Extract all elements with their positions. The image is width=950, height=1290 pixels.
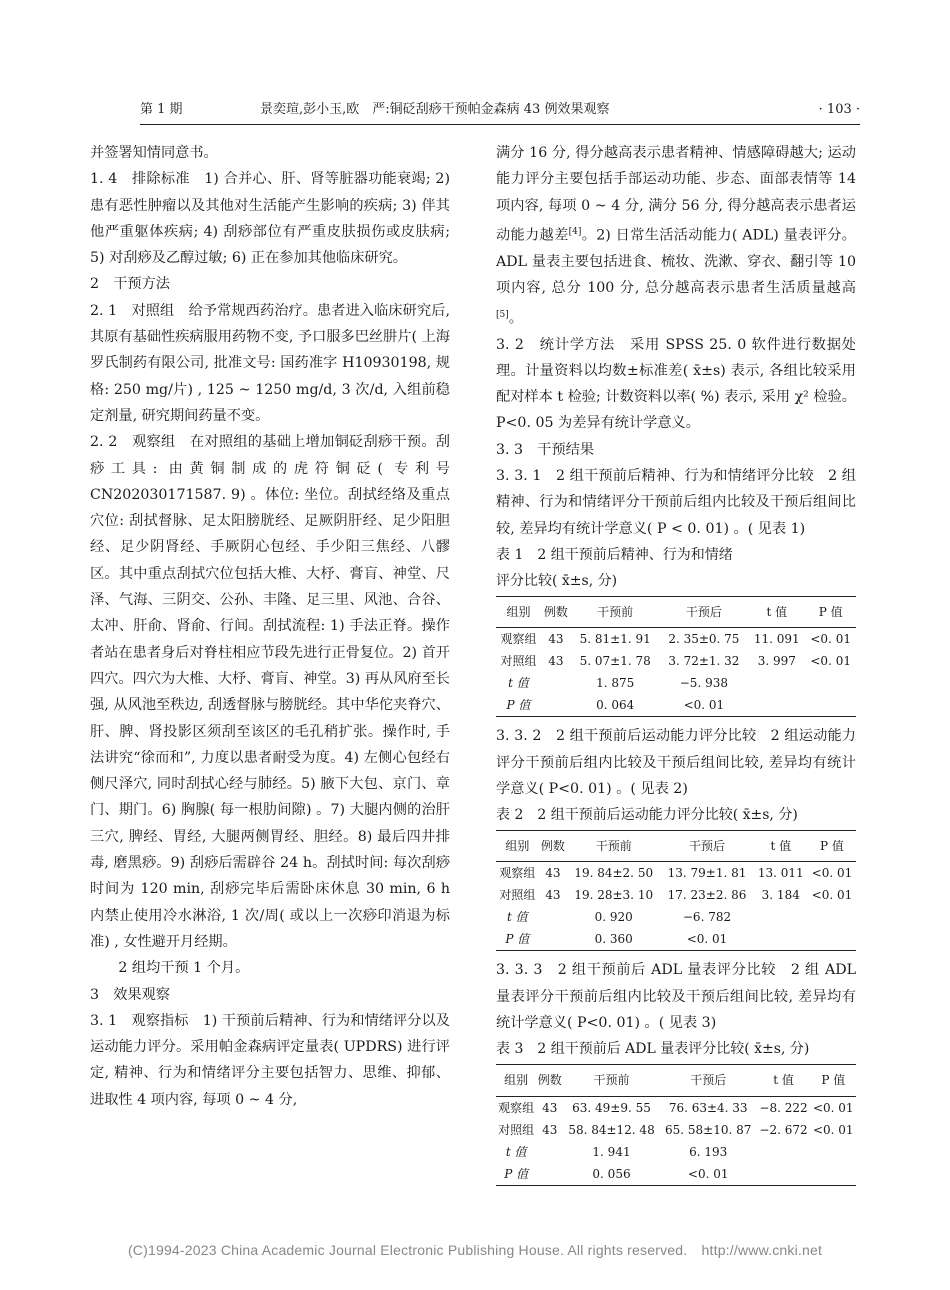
table-cell (541, 672, 571, 694)
table-cell (811, 1141, 856, 1163)
table-cell: t 值 (507, 910, 528, 925)
table-cell (754, 906, 808, 928)
table-header: 干预后 (660, 831, 753, 862)
table-row (496, 1141, 856, 1163)
table-cell: 13. 79±1. 81 (667, 866, 747, 881)
table-cell: t 值 (508, 676, 529, 691)
table-cell: 11. 091 (753, 632, 800, 647)
table-row (496, 1119, 856, 1141)
running-header (140, 100, 860, 120)
paragraph: 并签署知情同意书。 (90, 145, 218, 161)
table-header: 例数 (536, 1065, 563, 1096)
table-cell: <0. 01 (810, 632, 851, 647)
paragraph: 2. 1 对照组 给予常规西药治疗。患者进入临床研究后, 其原有基础性疾病服用药物不变, 予口服多巴丝肼片( 上海罗氏制药有限公司, 批准文号: 国药准字 H10930198, 规格: 250 mg/片) , 125 ~ 1250 mg/d, 3 次/d, 入组前稳定剂量, 研究期间药量不变。 (90, 302, 450, 424)
table-caption: 表 2 2 组干预前后运动能力评分比较( x̄±s, 分) (496, 807, 798, 824)
table-cell: 17. 23±2. 86 (667, 888, 747, 903)
table-cell (805, 672, 856, 694)
table-header: 干预后 (660, 596, 749, 627)
paragraph: 3. 3. 3 2 组干预前后 ADL 量表评分比较 2 组 ADL 量表评分干预前后组内比较及干预后组间比较, 差异均有统计学意义( P<0. 01) 。( 见表 3) (496, 962, 856, 1031)
table-row (496, 928, 856, 951)
table-row (496, 906, 856, 928)
table-cell: 43 (548, 654, 564, 669)
paragraph: 2 组均干预 1 个月。 (118, 960, 250, 977)
table-3 (496, 1064, 856, 1185)
citation: [5] (496, 309, 509, 320)
issue-number: 第 1 期 (140, 102, 183, 117)
table-cell: 19. 28±3. 10 (574, 888, 654, 903)
table-cell: 3. 184 (761, 888, 800, 903)
table-cell: 43 (548, 632, 564, 647)
table-cell: 65. 58±10. 87 (665, 1122, 752, 1137)
table-cell: P 值 (496, 1163, 536, 1186)
table-cell: 2. 35±0. 75 (668, 632, 740, 647)
table-header: P 值 (811, 1065, 856, 1096)
table-cell: −2. 672 (759, 1122, 808, 1137)
table-cell: <0. 01 (660, 928, 753, 951)
paragraph: 3. 2 统计学方法 采用 SPSS 25. 0 软件进行数据处理。计量资料以均数±标准差( x̄±s) 表示, 各组比较采用配对样本 t 检验; 计数资料以率( %) 表示, 采用 χ² 检验。P<0. 05 为差异有统计学意义。 (496, 336, 856, 432)
table-header: 干预后 (660, 1065, 757, 1096)
table-cell: 63. 49±9. 55 (572, 1100, 651, 1115)
paragraph: 2. 2 观察组 在对照组的基础上增加铜砭刮痧干预。刮痧工具: 由黄铜制成的虎符铜砭( 专利号 CN202030171587. 9) 。体位: 坐位。刮拭经络及重点穴位: 刮拭督脉、足太阳膀胱经、足厥阴肝经、足少阳胆经、足少阴肾经、手厥阴心包经、手少阳三焦经、八髎区。其中重点刮拭穴位包括大椎、大杼、膏肓、神堂、尺泽、气海、三阴交、公孙、丰隆、足三里、风池、合谷、太冲、肝俞、肾俞、行间。刮拭流程: 1) 手法正脊。操作者站在患者身后对脊柱相应节段先进行正骨复位。2) 首开四穴。四穴为大椎、大杼、膏肓、神堂。3) 再从风府至长强, 从风池至秩边, 刮透督脉与膀胱经。其中华佗夹脊穴、肝、脾、肾投影区须刮至该区的毛孔稍扩张。操作时, 手法讲究“徐而和”, 力度以患者耐受为度。4) 左侧心包经右侧尺泽穴, 同时刮拭心经与肺经。5) 腋下大包、京门、章门、期门。6) 胸腺( 每一根肋间隙) 。7) 大腿内侧的治肝三穴, 脾经、胃经, 大腿两侧胃经、胆经。8) 最后四井排毒, 磨黑痧。9) 刮痧后需辟谷 24 h。刮拭时间: 每次刮痧时间为 120 min, 刮痧完毕后需卧床休息 30 min, 6 h 内禁止使用冷水淋浴, 1 次/周( 或以上一次痧印消退为标准) , 女性避开月经期。 (90, 434, 450, 950)
table-header: 组别 (496, 831, 539, 862)
table-cell: P 值 (496, 928, 539, 951)
table-row (496, 1096, 856, 1119)
citation: [4] (568, 226, 582, 237)
table-cell (757, 1141, 811, 1163)
paragraph: 3. 3. 2 2 组干预前后运动能力评分比较 2 组运动能力评分干预前后组内比较及干预后组间比较, 差异均有统计学意义( P<0. 01) 。( 见表 2) (496, 728, 856, 797)
table-cell (541, 694, 571, 717)
table-row (496, 628, 856, 651)
table-cell: 3. 72±1. 32 (668, 654, 740, 669)
table-cell: 1. 875 (596, 676, 635, 691)
table-row (496, 672, 856, 694)
paragraph-text: 。 (508, 310, 523, 327)
table-cell (757, 1163, 811, 1186)
table-cell: <0. 01 (660, 694, 749, 717)
table-header: 例数 (539, 831, 567, 862)
left-column (90, 140, 450, 1113)
table-cell: 观察组 (499, 866, 536, 881)
table-2 (496, 830, 856, 951)
paragraph (496, 140, 856, 332)
paragraph: 3. 1 观察指标 1) 干预前后精神、行为和情绪评分以及运动能力评分。采用帕金森病评定量表( UPDRS) 进行评定, 精神、行为和情绪评分主要包括智力、思维、抑郁、进取性 4 项内容, 每项 0 ~ 4 分, (90, 1012, 450, 1108)
table-cell (805, 694, 856, 717)
table-header: 组别 (496, 596, 541, 627)
table-cell: −8. 222 (759, 1100, 808, 1115)
copyright-footer: (C)1994-2023 China Academic Journal Electronic Publishing House. All rights reserved. http://www.cnki.net (127, 1242, 823, 1258)
paragraph: 1. 4 排除标准 1) 合并心、肝、肾等脏器功能衰竭; 2) 患有恶性肿瘤以及其他对生活能产生影响的疾病; 3) 伴其他严重躯体疾病; 4) 刮痧部位有严重皮肤损伤或皮肤病; 5) 对刮痧及乙醇过敏; 6) 正在参加其他临床研究。 (90, 171, 450, 267)
table-cell: 1. 941 (592, 1144, 631, 1159)
table-cell: <0. 01 (812, 1100, 854, 1115)
running-title: 景奕瑄,彭小玉,欧 严:铜砭刮痧干预帕金森病 43 例效果观察 (260, 102, 610, 117)
table-cell: <0. 01 (660, 1163, 757, 1186)
table-cell: 43 (542, 1100, 558, 1115)
table-row (496, 884, 856, 906)
table-cell: t 值 (505, 1144, 527, 1159)
table-cell (536, 1141, 563, 1163)
table-header: t 值 (754, 831, 808, 862)
table-cell: P 值 (496, 694, 541, 717)
table-cell: 6. 193 (689, 1144, 728, 1159)
table-cell (808, 928, 856, 951)
table-cell: 5. 07±1. 78 (579, 654, 651, 669)
table-row (496, 694, 856, 717)
paragraph-text: 满分 16 分, 得分越高表示患者精神、情感障碍越大; 运动能力评分主要包括手部运动功能、步态、面部表情等 14 项内容, 每项 0 ~ 4 分, 满分 56 分, 得分越高表示患者运动能力越差 (496, 145, 856, 244)
table-cell (808, 906, 856, 928)
table-header: 干预前 (567, 831, 660, 862)
table-header: t 值 (757, 1065, 811, 1096)
table-1 (496, 596, 856, 717)
section-heading: 3 效果观察 (90, 986, 170, 1003)
table-cell: 对照组 (499, 888, 536, 903)
table-cell: 3. 997 (757, 654, 796, 669)
table-cell: 0. 920 (594, 910, 633, 925)
table-cell: 观察组 (500, 632, 537, 647)
table-cell: 58. 84±12. 48 (568, 1122, 655, 1137)
table-cell: 5. 81±1. 91 (579, 632, 651, 647)
table-cell: 0. 064 (571, 694, 660, 717)
table-cell (811, 1163, 856, 1186)
paragraph: 3. 3. 1 2 组干预前后精神、行为和情绪评分比较 2 组精神、行为和情绪评分干预前后组内比较及干预后组间比较, 差异均有统计学意义( P < 0. 01) 。( 见表 1) (496, 468, 856, 537)
table-caption: 评分比较( x̄±s, 分) (496, 572, 618, 589)
table-cell: 0. 056 (563, 1163, 660, 1186)
header-rule (140, 124, 860, 125)
table-cell: 对照组 (500, 654, 537, 669)
table-cell: <0. 01 (812, 1122, 854, 1137)
table-cell: 19. 84±2. 50 (574, 866, 654, 881)
table-cell: 0. 360 (567, 928, 660, 951)
table-row (496, 862, 856, 885)
table-row (496, 1163, 856, 1186)
table-row (496, 650, 856, 672)
table-caption: 表 1 2 组干预前后精神、行为和情绪 (496, 546, 733, 563)
right-column (496, 140, 856, 1192)
table-cell (536, 1163, 563, 1186)
page-number: · 103 · (818, 102, 860, 117)
table-header: 干预前 (571, 596, 660, 627)
table-cell: −5. 938 (679, 676, 728, 691)
table-cell (754, 928, 808, 951)
table-header: 组别 (496, 1065, 536, 1096)
table-header: 干预前 (563, 1065, 660, 1096)
table-cell: 对照组 (498, 1122, 535, 1137)
table-caption: 表 3 2 组干预前后 ADL 量表评分比较( x̄±s, 分) (496, 1041, 810, 1058)
table-header: 例数 (541, 596, 571, 627)
table-cell: 43 (545, 866, 561, 881)
table-cell: 43 (545, 888, 561, 903)
table-header: t 值 (748, 596, 805, 627)
table-cell: 13. 011 (757, 866, 804, 881)
table-cell: <0. 01 (811, 866, 853, 881)
table-cell (539, 928, 567, 951)
table-header: P 值 (808, 831, 856, 862)
table-cell (748, 672, 805, 694)
table-header: P 值 (805, 596, 856, 627)
table-cell: 43 (542, 1122, 558, 1137)
section-heading: 3. 3 干预结果 (496, 441, 595, 458)
section-heading: 2 干预方法 (90, 276, 170, 293)
table-cell (539, 906, 567, 928)
table-cell: −6. 782 (682, 910, 732, 925)
table-cell (748, 694, 805, 717)
table-cell: <0. 01 (810, 654, 851, 669)
table-cell: <0. 01 (811, 888, 853, 903)
table-cell: 76. 63±4. 33 (668, 1100, 748, 1115)
paragraph-text: 。2) 日常生活活动能力( ADL) 量表评分。ADL 量表主要包括进食、梳妆、洗漱、穿衣、翻引等 10 项内容, 总分 100 分, 总分越高表示患者生活质量越高 (496, 227, 856, 297)
table-cell: 观察组 (498, 1100, 535, 1115)
